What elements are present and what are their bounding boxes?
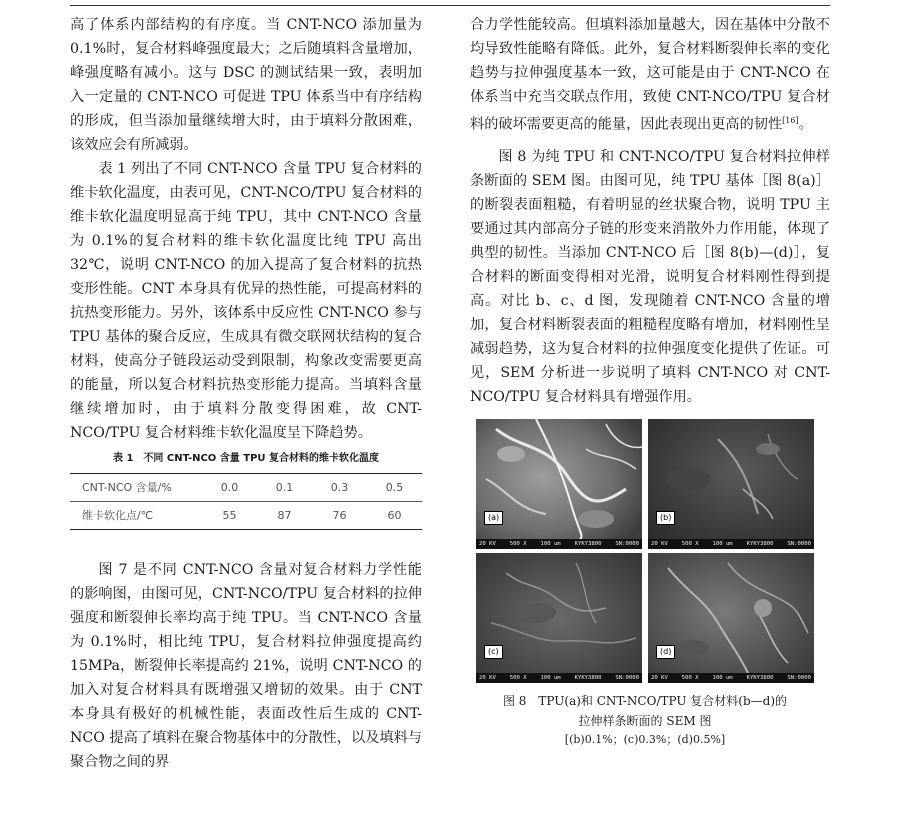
sem-scalebar: 20 KV 500 X 100 um KYKY3800 SN:0000 xyxy=(476,539,642,549)
sem-panel-a xyxy=(476,419,642,549)
paragraph: 高了体系内部结构的有序度。当 CNT-NCO 添加量为 0.1%时，复合材料峰强度最大；之后随填料含量增加，峰强度略有减小。这与 DSC 的测试结果一致，表明加入一定量的 CNT-NCO 可促进 TPU 体系当中有序结构的形成，但当添加量继续增大时，由于填料分散困难，该效应会有所减弱。 xyxy=(70,17,422,153)
left-column xyxy=(70,13,422,774)
sem-scalebar: 20 KV 500 X 100 um KYKY3800 SN:0000 xyxy=(648,673,814,683)
sem-image-c xyxy=(476,553,642,683)
table-cell: 76 xyxy=(312,502,367,530)
sem-grid xyxy=(476,419,814,683)
sem-figure xyxy=(476,419,814,749)
paragraph: 图 7 是不同 CNT-NCO 含量对复合材料力学性能的影响图，由图可见，CNT-NCO/TPU 复合材料的拉伸强度和断裂伸长率均高于纯 TPU。当 CNT-NCO 含量为 0.1%时，相比纯 TPU，复合材料拉伸强度提高约 15MPa，断裂伸长率提高约 21%，说明 CNT-NCO 的加入对复合材料具有既增强又增韧的效果。由于 CNT 本身具有极好的机械性能，表面改性后生成的 CNT-NCO 提高了填料在聚合物基体中的分散性，以及填料与聚合物之间的界 xyxy=(70,562,422,770)
paragraph-text: 合力学性能较高。但填料添加量越大，因在基体中分散不均导致性能略有降低。此外，复合材料断裂伸长率的变化趋势与拉伸强度基本一致，这可能是由于 CNT-NCO 在体系当中充当交联点作用，致使 CNT-NCO/TPU 复合材料的破坏需要更高的能量，因此表现出更高的韧性 xyxy=(470,17,830,133)
table-cell: 87 xyxy=(257,502,312,530)
table-cell: 0.5 xyxy=(367,474,422,502)
table-cell: 0.1 xyxy=(257,474,312,502)
table-row xyxy=(70,474,422,502)
table-row xyxy=(70,502,422,530)
vicat-table xyxy=(70,473,422,530)
sem-image-b xyxy=(648,419,814,549)
sem-panel-c xyxy=(476,553,642,683)
paragraph: 合力学性能较高。但填料添加量越大，因在基体中分散不均导致性能略有降低。此外，复合材料断裂伸长率的变化趋势与拉伸强度基本一致，这可能是由于 CNT-NCO 在体系当中充当交联点作用，致使 CNT-NCO/TPU 复合材料的破坏需要更高的能量，因此表现出更高的韧性[16]。 xyxy=(470,17,830,133)
panel-label: (a) xyxy=(484,511,503,525)
table-cell: 60 xyxy=(367,502,422,530)
sem-scalebar: 20 KV 500 X 100 um KYKY3800 SN:0000 xyxy=(648,539,814,549)
panel-label: (d) xyxy=(656,645,675,659)
table-cell: 0.3 xyxy=(312,474,367,502)
sem-panel-b xyxy=(648,419,814,549)
table-caption: 表 1 不同 CNT-NCO 含量 TPU 复合材料的维卡软化温度 xyxy=(112,453,380,464)
sem-image-d xyxy=(648,553,814,683)
panel-label: (c) xyxy=(484,645,503,659)
table-header-cell: CNT-NCO 含量/% xyxy=(70,474,202,502)
table-cell: 55 xyxy=(202,502,257,530)
sem-image-a xyxy=(476,419,642,549)
paragraph: 图 8 为纯 TPU 和 CNT-NCO/TPU 复合材料拉伸样条断面的 SEM 图。由图可见，纯 TPU 基体［图 8(a)］的断裂表面粗糙，有着明显的丝状聚合物，说明 TPU 主要通过其内部高分子链的形变来消散外力作用能，体现了典型的韧性。当添加 CNT-NCO 后［图 8(b)—(d)］，复合材料的断面变得相对光滑，说明复合材料刚性得到提高。对比 b、c、d 图，发现随着 CNT-NCO 含量的增加，复合材料断裂表面的粗糙程度略有增加，材料刚性呈减弱趋势，这为复合材料的拉伸强度变化提供了佐证。可见，SEM 分析进一步说明了填料 CNT-NCO 对 CNT-NCO/TPU 复合材料具有增强作用。 xyxy=(470,148,830,405)
right-column xyxy=(470,13,830,749)
table-header-cell: 维卡软化点/℃ xyxy=(70,502,202,530)
sem-panel-d xyxy=(648,553,814,683)
figure-caption: 图 8 TPU(a)和 CNT-NCO/TPU 复合材料(b—d)的 拉伸样条断面的 SEM 图 xyxy=(502,693,788,728)
sem-scalebar: 20 KV 500 X 100 um KYKY3800 SN:0000 xyxy=(476,673,642,683)
table-cell: 0.0 xyxy=(202,474,257,502)
paragraph: 表 1 列出了不同 CNT-NCO 含量 TPU 复合材料的维卡软化温度，由表可见，CNT-NCO/TPU 复合材料的维卡软化温度明显高于纯 TPU，其中 CNT-NCO 含量为 0.1%的复合材料的维卡软化温度比纯 TPU 高出 32℃，说明 CNT-NCO 的加入提高了复合材料的抗热变形性能。CNT 本身具有优异的热性能，可提高材料的抗热变形能力。另外，该体系中反应性 CNT-NCO 参与 TPU 基体的聚合反应，生成具有微交联网状结构的复合材料，使高分子链段运动受到限制，构象改变需要更高的能量，所以复合材料抗热变形能力提高。当填料含量继续增加时，由于填料分散变得困难，故 CNT-NCO/TPU 复合材料维卡软化温度呈下降趋势。 xyxy=(70,161,422,441)
figure-subcaption: [(b)0.1%；(c)0.3%；(d)0.5%] xyxy=(564,732,726,746)
header-rule xyxy=(70,5,830,6)
panel-label: (b) xyxy=(656,511,675,525)
reference-marker: [16] xyxy=(782,116,799,125)
